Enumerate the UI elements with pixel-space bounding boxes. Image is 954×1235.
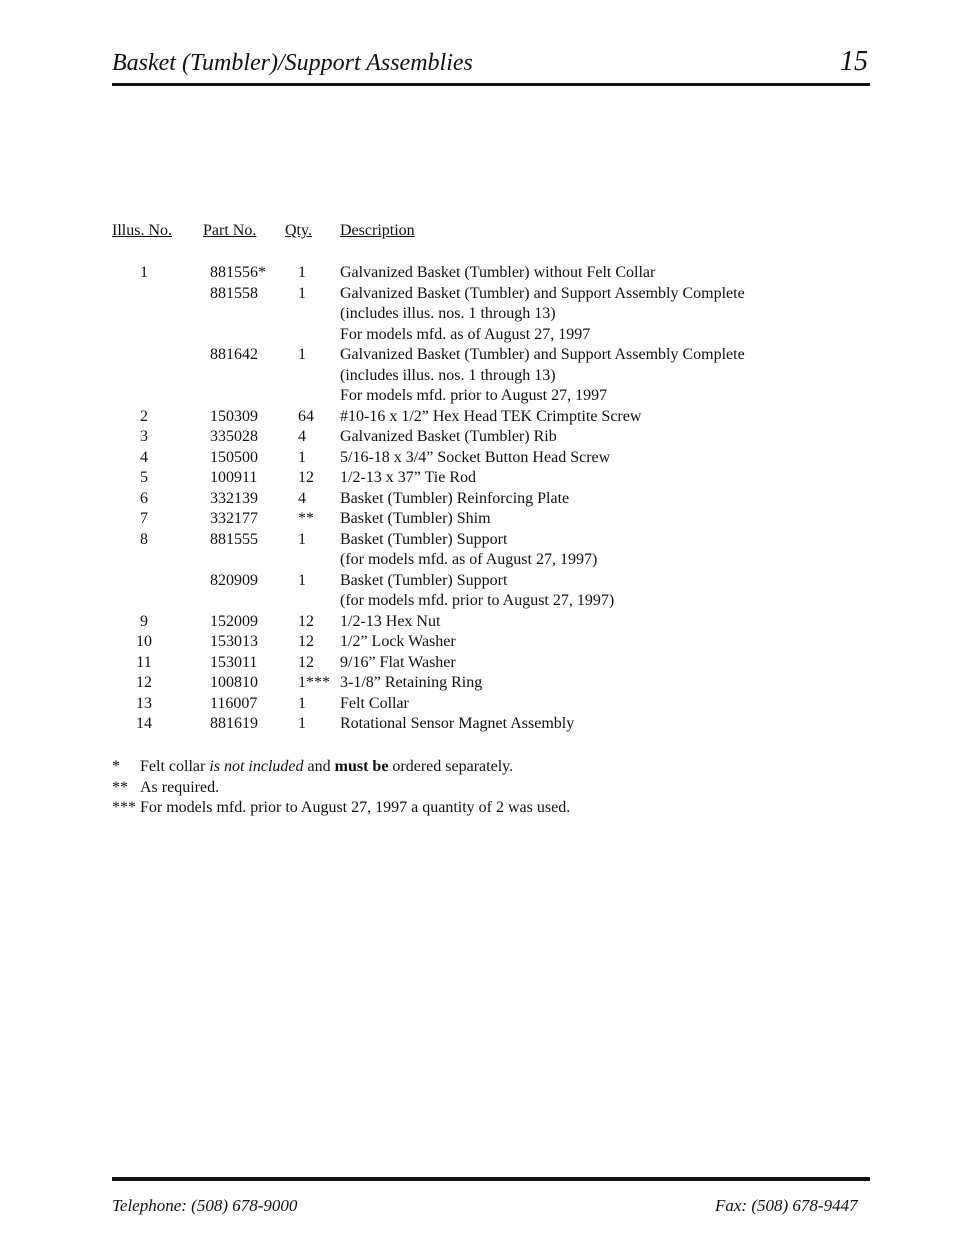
description-line: (includes illus. nos. 1 through 13) <box>340 305 556 322</box>
footnote-text: Felt collar <box>140 758 210 775</box>
description-cell <box>340 345 832 407</box>
description-cell <box>340 489 832 510</box>
part-no-cell: 116007 <box>210 694 258 712</box>
page-number: 15 <box>840 46 868 77</box>
column-header-illus-no: Illus. No. <box>112 222 172 239</box>
footer-telephone: Telephone: (508) 678-9000 <box>112 1196 298 1215</box>
part-no-cell: 150309 <box>210 407 258 425</box>
qty-cell: 12 <box>298 612 314 630</box>
description-cell <box>340 509 832 530</box>
description-cell <box>340 714 832 735</box>
illus-no-cell: 9 <box>140 612 148 630</box>
table-row <box>112 653 832 674</box>
part-no-cell: 881619 <box>210 715 258 732</box>
description-line: 3-1/8” Retaining Ring <box>340 674 483 691</box>
illus-no-cell: 13 <box>136 694 152 712</box>
qty-cell: 12 <box>298 653 314 671</box>
table-header <box>112 222 832 244</box>
description-cell <box>340 612 832 633</box>
qty-cell: 4 <box>298 489 306 507</box>
header-rule <box>112 83 870 86</box>
description-cell <box>340 694 832 715</box>
description-cell <box>340 284 832 346</box>
table-row <box>112 284 832 346</box>
footnote-text: For models mfd. prior to August 27, 1997 a quantity of 2 was used. <box>140 799 571 816</box>
description-line: For models mfd. prior to August 27, 1997 <box>340 387 608 404</box>
description-cell <box>340 263 832 284</box>
description-cell <box>340 632 832 653</box>
illus-no-cell: 8 <box>140 530 148 548</box>
description-line: 1/2-13 x 37” Tie Rod <box>340 469 477 486</box>
part-no-cell: 881555 <box>210 530 258 548</box>
description-line: Galvanized Basket (Tumbler) Rib <box>340 428 557 445</box>
description-line: Galvanized Basket (Tumbler) without Felt Collar <box>340 264 656 281</box>
description-cell <box>340 407 832 428</box>
part-no-cell: 152009 <box>210 612 258 630</box>
table-row <box>112 263 832 284</box>
description-line: Basket (Tumbler) Support <box>340 571 508 589</box>
description-line: 1/2-13 Hex Nut <box>340 612 441 630</box>
table-row <box>112 694 832 715</box>
part-no-cell: 881556* <box>210 264 266 281</box>
illus-no-cell: 14 <box>136 715 152 732</box>
part-no-cell: 335028 <box>210 428 258 445</box>
description-line: #10-16 x 1/2” Hex Head TEK Crimptite Screw <box>340 407 642 425</box>
illus-no-cell: 4 <box>140 448 148 466</box>
illus-no-cell: 11 <box>136 653 152 671</box>
column-header-description: Description <box>340 222 415 239</box>
description-cell <box>340 468 832 489</box>
page-title: Basket (Tumbler)/Support Assemblies <box>112 50 473 76</box>
description-line: Felt Collar <box>340 694 409 712</box>
table-row <box>112 407 832 428</box>
footer-rule <box>112 1177 870 1181</box>
table-row <box>112 632 832 653</box>
description-cell <box>340 427 832 448</box>
description-cell <box>340 571 832 612</box>
footnote-mark: * <box>112 758 120 775</box>
footnote-quantity <box>112 798 570 819</box>
part-no-cell: 820909 <box>210 571 258 589</box>
part-no-cell: 100911 <box>210 469 258 486</box>
table-row <box>112 612 832 633</box>
part-no-cell: 332177 <box>210 510 258 527</box>
footnote-felt-collar <box>112 757 570 778</box>
table-row <box>112 530 832 571</box>
description-line: Basket (Tumbler) Support <box>340 530 508 548</box>
qty-cell: 12 <box>298 469 314 486</box>
table-row <box>112 489 832 510</box>
description-cell <box>340 530 832 571</box>
qty-cell: 4 <box>298 428 306 445</box>
description-cell <box>340 673 832 694</box>
part-no-cell: 881558 <box>210 284 258 302</box>
column-header-qty: Qty. <box>285 222 312 239</box>
illus-no-cell: 6 <box>140 489 148 507</box>
illus-no-cell: 3 <box>140 428 148 445</box>
footnote-text: and <box>303 758 335 775</box>
table-body <box>112 263 832 735</box>
column-header-part-no: Part No. <box>203 222 257 239</box>
description-line: Rotational Sensor Magnet Assembly <box>340 715 575 732</box>
illus-no-cell: 7 <box>140 510 148 527</box>
qty-cell: 1 <box>298 284 306 302</box>
footnote-emphasis: is not included <box>209 758 304 775</box>
description-line: Basket (Tumbler) Reinforcing Plate <box>340 489 570 507</box>
table-row <box>112 509 832 530</box>
qty-cell: 1 <box>298 571 306 589</box>
footnote-mark: ** <box>112 778 128 796</box>
parts-table <box>112 222 832 735</box>
part-no-cell: 153013 <box>210 633 258 650</box>
qty-cell: 1 <box>298 715 306 732</box>
qty-cell: 64 <box>298 407 314 425</box>
qty-cell: 1*** <box>298 674 330 691</box>
description-line: For models mfd. as of August 27, 1997 <box>340 325 591 343</box>
table-row <box>112 345 832 407</box>
description-line: 1/2” Lock Washer <box>340 633 456 650</box>
part-no-cell: 881642 <box>210 346 258 363</box>
footnote-strong: must be <box>334 758 389 775</box>
footnote-mark: *** <box>112 799 136 816</box>
description-line: Basket (Tumbler) Shim <box>340 510 491 527</box>
description-line: (for models mfd. prior to August 27, 1997) <box>340 592 615 609</box>
illus-no-cell: 5 <box>140 469 148 486</box>
qty-cell: ** <box>298 510 314 527</box>
description-cell <box>340 448 832 469</box>
footnote-as-required <box>112 778 570 799</box>
illus-no-cell: 10 <box>136 633 152 650</box>
qty-cell: 1 <box>298 530 306 548</box>
qty-cell: 1 <box>298 264 306 281</box>
description-line: (includes illus. nos. 1 through 13) <box>340 366 556 384</box>
table-row <box>112 427 832 448</box>
part-no-cell: 100810 <box>210 674 258 691</box>
part-no-cell: 153011 <box>210 653 258 671</box>
description-line: 9/16” Flat Washer <box>340 653 456 671</box>
footer-fax: Fax: (508) 678-9447 <box>715 1196 858 1215</box>
table-row <box>112 673 832 694</box>
illus-no-cell: 12 <box>136 674 152 691</box>
part-no-cell: 332139 <box>210 489 258 507</box>
illus-no-cell: 1 <box>140 264 148 281</box>
part-no-cell: 150500 <box>210 448 258 466</box>
qty-cell: 12 <box>298 633 314 650</box>
footnote-text: As required. <box>140 778 220 796</box>
qty-cell: 1 <box>298 346 306 363</box>
description-line: (for models mfd. as of August 27, 1997) <box>340 551 598 568</box>
footnotes <box>112 757 570 819</box>
description-line: Galvanized Basket (Tumbler) and Support Assembly Complete <box>340 284 745 302</box>
description-line: Galvanized Basket (Tumbler) and Support Assembly Complete <box>340 346 745 363</box>
table-row <box>112 714 832 735</box>
description-line: 5/16-18 x 3/4” Socket Button Head Screw <box>340 448 611 466</box>
footnote-text: ordered separately. <box>388 758 514 775</box>
description-cell <box>340 653 832 674</box>
qty-cell: 1 <box>298 448 306 466</box>
table-row <box>112 468 832 489</box>
qty-cell: 1 <box>298 694 306 712</box>
table-row <box>112 571 832 612</box>
table-row <box>112 448 832 469</box>
illus-no-cell: 2 <box>140 407 148 425</box>
